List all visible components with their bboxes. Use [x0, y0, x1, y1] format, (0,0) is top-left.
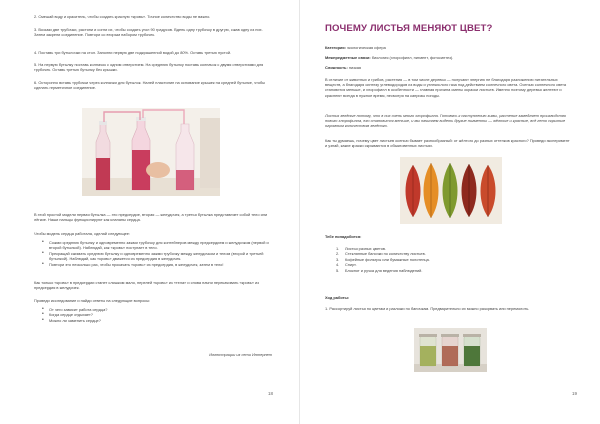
list-item: • Когда сердце отдыхает? — [40, 312, 272, 317]
left-para-6: 6. Осторонно вставь трубочки через колпачки для бутылок. Налей пластилин на основание крышек на средней бутылке, чтобы сделать герметичное соединение. — [34, 80, 266, 91]
page-number-left: 18 — [268, 391, 274, 396]
right-para-2: Листья зелёные потому, что в них очень много хлорофилла. Готовясь к наступлению зимы, растение замедляет производство нового хлорофилла, его становится меньше, и мы начинаем видеть другие пигменты — жёлтые и красные, всё лето скрытые огромным количеством зелёного. — [325, 113, 567, 129]
autumn-leaves-photo — [400, 157, 502, 224]
page-number-right: 19 — [572, 391, 578, 396]
bottles-heart-model-photo — [82, 108, 220, 196]
left-para-4: 4. Поставь три бутылочки на стол. Заполни первую две подкрашенной водой до 80%. Оставь третью пустой. — [34, 50, 232, 55]
left-para-end: Как только «кровь» в предсердии станет слишком мало, перелей «кровь» из «тела» и снова начни перекачивать «кровь» из предсердия в желудочек. — [34, 280, 259, 291]
materials-list — [336, 246, 566, 273]
difficulty-label: Сложность: — [325, 65, 348, 70]
category-value: экологическая сфера — [347, 45, 386, 50]
difficulty-value: низкая — [348, 65, 362, 70]
left-questions-label: Проведи исследование и найди ответы на следующие вопросы: — [34, 298, 151, 303]
left-caption: Иллюстрации из сети Интернет — [209, 352, 272, 357]
materials-label: Тебе понадобится: — [325, 234, 362, 239]
left-after-photo: В этой простой модели первая бутылка — это предсердие, вторая — желудочек, а третья бутылка представляет собой тело или лёгкие. Наши пальцы функционируют как клапаны сердца. — [34, 212, 268, 223]
list-item: • Сожми среднюю бутылку и одновременно зажми трубочку для контейнеров между предсердием и желудочком (первой и второй бутылкой). Наблюдай, как «кровь» поступает в тело. — [40, 240, 272, 251]
left-para-2: 2. Смешай воду и краситель, чтобы создать красную «кровь». Точное количество воды не важно. — [34, 14, 211, 19]
page-title: ПОЧЕМУ ЛИСТЬЯ МЕНЯЮТ ЦВЕТ? — [325, 23, 493, 34]
difficulty-line — [325, 65, 570, 70]
category-label: Категория: — [325, 45, 346, 50]
procedure-step-1: 1. Рассортируй листья по цветам и разложи по баночкам. Предварительно их можно разорвать или перемолоть. — [325, 306, 530, 311]
interdisc-value: биология (хлорофилл, пигмент, фотосинтез). — [371, 55, 454, 60]
jar-3-icon — [463, 334, 481, 366]
list-item: • Прекращай сжимать среднюю бутылку и одновременно зажми трубочку между желудочком и телом (второй и третьей бутылкой). Наблюдай, как «кровь» движется из предсердия в желудочек. — [40, 251, 272, 262]
procedure-label: Ход работы: — [325, 295, 350, 300]
left-para-5: 5. На первую бутылку поставь колпачок с одним отверстием. На среднюю бутылку поставь колпачок с двумя отверстиями для трубочек. Оставь третью бутылку без крышки. — [34, 62, 264, 73]
right-para-3: Как ты думаешь, почему цвет листьев осенью бывает разнообразный: от жёлтого до разных оттенков красного? Проведи эксперимент и узнай, какие краски скрываются в обыкновенных листьях. — [325, 138, 570, 149]
interdisc-label: Межпредметные связи: — [325, 55, 371, 60]
list-item: • Повтори это несколько раз, чтобы прокачать «кровь» из предсердия, в желудочек, затем в тело! — [40, 262, 272, 267]
right-para-1: В отличие от животных и грибов, растения — в том числе деревья — получают энергию не благодаря разложению питательных веществ, а благодаря синтезу углеводородов из воды и углекислого газа под действием солнечного света. Осенью солнечного света становится меньше, и хлорофилл в особенности — главная причина смены окраски листьев. Именно поэтому деревья желтеют и краснеют всегда в нужное время, несмотря на капризы погоды. — [325, 77, 567, 98]
interdisc-line — [325, 55, 570, 60]
jars-with-leaves-photo — [414, 328, 487, 372]
list-item: 5. Блокнот и ручка для ведения наблюдений. — [336, 267, 423, 273]
list-item: 1. Листья разных цветов. — [336, 246, 387, 251]
left-to-model-label: Чтобы модель сердца работала, сделай следующее: — [34, 231, 131, 236]
left-para-3: 3. Возьми две трубочки, растяни и согни их, чтобы создать угол 90 градусов. Вдень одну трубочку в другую, сжав одну из них. Затем закрепи соединение. Повтори со вторым набором трубочек. — [34, 27, 263, 38]
left-questions-list — [40, 307, 272, 323]
list-item: • От чего зависит работа сердца? — [40, 307, 272, 312]
category-line — [325, 45, 570, 50]
list-item: 4. Спирт. — [336, 262, 357, 268]
jar-1-icon — [419, 334, 437, 366]
jar-2-icon — [441, 334, 459, 366]
list-item: • Можно ли заменить сердце? — [40, 318, 272, 323]
list-item: 2. Стеклянные баночки по количеству листьев. — [336, 251, 426, 257]
list-item: 3. Кофейные фильтры или бумажные полотенца. — [336, 256, 430, 262]
left-steps-list — [40, 240, 272, 267]
